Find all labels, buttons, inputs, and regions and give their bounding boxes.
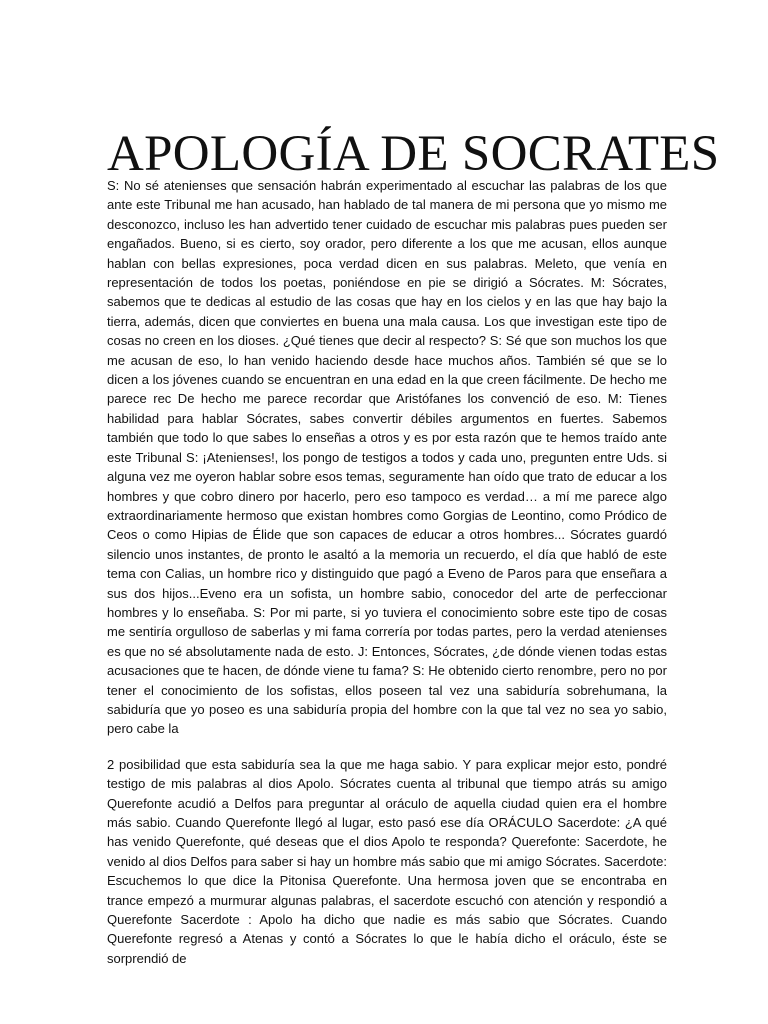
document-body bbox=[107, 176, 667, 968]
paragraph-2: 2 posibilidad que esta sabiduría sea la que me haga sabio. Y para explicar mejor esto, pondré testigo de mis palabras al dios Apolo. Sócrates cuenta al tribunal que tiempo atrás su amigo Querefonte acudió a Delfos para preguntar al oráculo de aquella ciudad quien era el hombre más sabio. Cuando Querefonte llegó al lugar, esto pasó ese día ORÁCULO Sacerdote: ¿A qué has venido Querefonte, qué deseas que el dios Apolo te responda? Querefonte: Sacerdote, he venido al dios Delfos para saber si hay un hombre más sabio que mi amigo Sócrates. Sacerdote: Escuchemos lo que dice la Pitonisa Querefonte. Una hermosa joven que se encontraba en trance empezó a murmurar algunas palabras, el sacerdote escuchó con atención y respondió a Querefonte Sacerdote : Apolo ha dicho que nadie es más sabio que Sócrates. Cuando Querefonte regresó a Atenas y contó a Sócrates lo que le había dicho el oráculo, éste se sorprendió de bbox=[107, 756, 667, 966]
document-title: APOLOGÍA DE SOCRATES bbox=[107, 126, 720, 183]
paragraph-1: S: No sé atenienses que sensación habrán experimentado al escuchar las palabras de los que ante este Tribunal me han acusado, han hablado de tal manera de mi persona que yo mismo me desconozco, incluso les han advertido tener cuidado de escuchar mis palabras pues pueden ser engañados. Bueno, si es cierto, soy orador, pero diferente a los que me acusan, ellos aunque hablan con bellas expresiones, poca verdad dicen en sus palabras. Meleto, que venía en representación de todos los poetas, poniéndose en pie se dirigió a Sócrates. M: Sócrates, sabemos que te dedicas al estudio de las cosas que hay en los cielos y en las que hay bajo la tierra, además, dicen que conviertes en buena una mala causa. Los que investigan este tipo de cosas no creen en los dioses. ¿Qué tienes que decir al respecto? S: Sé que son muchos los que me acusan de eso, lo han venido haciendo desde hace muchos años. También sé que se lo dicen a los jóvenes cuando se encuentran en una edad en la que creen fácilmente. De hecho me parece rec De hecho me parece recordar que Aristófanes los convenció de eso. M: Tienes habilidad para hablar Sócrates, sabes convertir débiles argumentos en fuertes. Sabemos también que todo lo que sabes lo enseñas a otros y es por esta razón que te hemos traído ante este Tribunal S: ¡Atenienses!, los pongo de testigos a todos y cada uno, pregunten entre Uds. si alguna vez me oyeron hablar sobre esos temas, seguramente han oído que trato de educar a los hombres y que cobro dinero por hacerlo, pero eso tampoco es verdad… a mí me parece algo extraordinariamente hermoso que existan hombres como Gorgias de Leontino, como Pródico de Ceos o como Hipias de Élide que son capaces de educar a otros hombres... Sócrates guardó silencio unos instantes, de pronto le asaltó a la memoria un recuerdo, el día que habló de este tema con Calias, un hombre rico y distinguido que pagó a Eveno de Paros para que enseñara a sus dos hijos...Eveno era un sofista, un hombre sabio, conocedor del arte de perfeccionar hombres y lo enseñaba. S: Por mi parte, si yo tuviera el conocimiento sobre este tipo de cosas me sentiría orgulloso de saberlas y mi fama correría por todas partes, pero la verdad atenienses es que no sé absolutamente nada de esto. J: Entonces, Sócrates, ¿de dónde vienen todas estas acusaciones que te hacen, de dónde viene tu fama? S: He obtenido cierto renombre, pero no por tener el conocimiento de los sofistas, ellos poseen tal vez una sabiduría sobrehumana, la sabiduría que yo poseo es una sabiduría propia del hombre con la que tal vez no sea yo sabio, pero cabe la bbox=[107, 178, 667, 737]
